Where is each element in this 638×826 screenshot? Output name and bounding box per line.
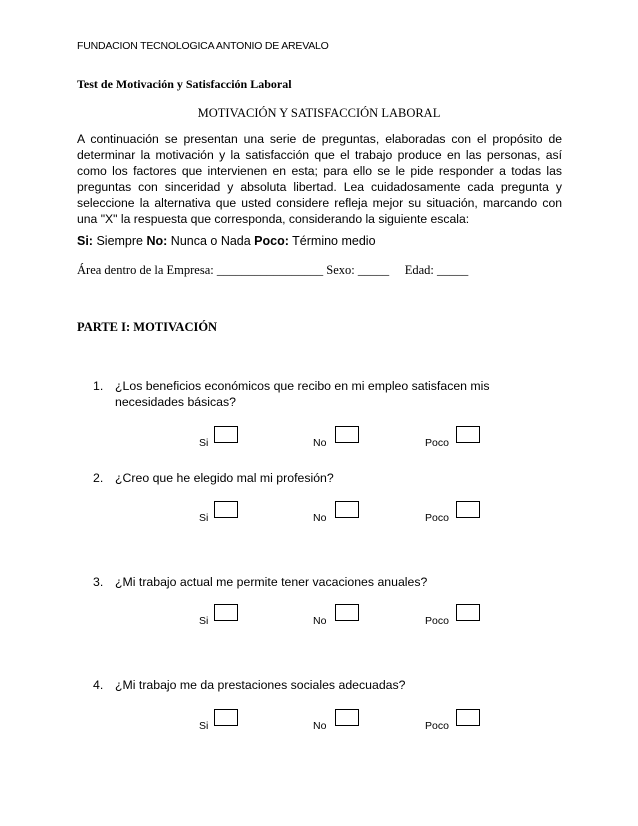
option-poco-checkbox[interactable] [456,604,480,621]
scale-no-text: Nunca o Nada [167,234,255,248]
part-title: PARTE I: MOTIVACIÓN [77,320,218,334]
option-no-checkbox[interactable] [335,709,359,726]
option-si-checkbox[interactable] [214,426,238,443]
option-no-checkbox[interactable] [335,501,359,518]
option-poco-checkbox[interactable] [456,501,480,518]
option-poco-label: Poco [425,720,449,732]
sexo-field[interactable]: Sexo: _____ [326,263,390,277]
scale-si-label: Si: [77,234,93,248]
option-si-checkbox[interactable] [214,501,238,518]
option-no-label: No [313,615,327,627]
option-no-label: No [313,720,327,732]
question-text: ¿Los beneficios económicos que recibo en mi empleo satisfacen mis necesidades básicas? [115,379,490,409]
option-no-label: No [313,512,327,524]
question-text: ¿Mi trabajo me da prestaciones sociales adecuadas? [115,678,406,692]
option-no-checkbox[interactable] [335,604,359,621]
scale-poco-text: Término medio [288,234,376,248]
scale-poco-label: Poco: [254,234,289,248]
question-number: 2. [93,471,104,485]
edad-field[interactable]: Edad: _____ [404,263,469,277]
option-si-checkbox[interactable] [214,604,238,621]
option-poco-checkbox[interactable] [456,709,480,726]
area-field[interactable]: Área dentro de la Empresa: _________________ [77,263,324,277]
option-poco-label: Poco [425,615,449,627]
option-no-checkbox[interactable] [335,426,359,443]
option-poco-label: Poco [425,512,449,524]
question-text: ¿Creo que he elegido mal mi profesión? [115,471,334,485]
option-si-label: Si [199,720,209,732]
option-no-label: No [313,437,327,449]
scale-legend [77,234,376,248]
option-poco-checkbox[interactable] [456,426,480,443]
respondent-fields [77,263,468,278]
scale-si-text: Siempre [92,234,147,248]
question-number: 1. [93,379,104,393]
question-number: 3. [93,575,104,589]
main-title: MOTIVACIÓN Y SATISFACCIÓN LABORAL [197,106,441,120]
option-si-label: Si [199,512,209,524]
question-number: 4. [93,678,104,692]
question-text: ¿Mi trabajo actual me permite tener vacaciones anuales? [115,575,428,589]
scale-no-label: No: [146,234,168,248]
institution-header: FUNDACION TECNOLOGICA ANTONIO DE AREVALO [77,40,329,52]
intro-paragraph: A continuación se presentan una serie de preguntas, elaboradas con el propósito de determinar la motivación y la satisfacción que el trabajo produce en las personas, así como los factores que intervienen en esta; para ello se le pide responder a todas las preguntas con sinceridad y absoluta libertad. Lea cuidadosamente cada pregunta y seleccione la alternativa que usted considere refleja mejor su situación, marcando con una "X" la respuesta que corresponda, considerando la siguiente escala: [77,132,562,226]
option-si-checkbox[interactable] [214,709,238,726]
document-title: Test de Motivación y Satisfacción Laboral [77,77,292,91]
option-si-label: Si [199,615,209,627]
option-poco-label: Poco [425,437,449,449]
option-si-label: Si [199,437,209,449]
